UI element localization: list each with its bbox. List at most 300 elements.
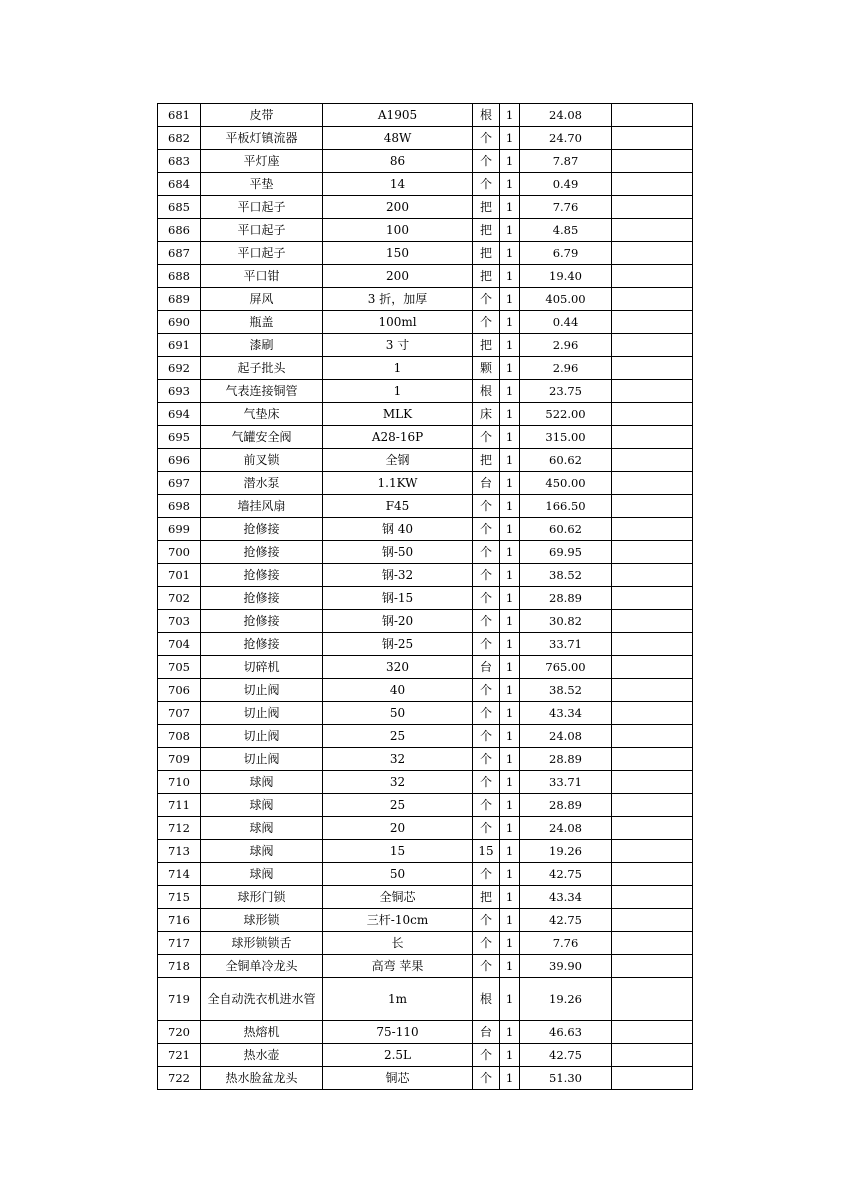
price-cell: 46.63 xyxy=(520,1021,612,1044)
row-number-cell: 699 xyxy=(158,518,201,541)
price-cell: 28.89 xyxy=(520,587,612,610)
price-cell: 765.00 xyxy=(520,656,612,679)
quantity-cell: 1 xyxy=(500,357,520,380)
table-row xyxy=(158,955,693,978)
note-cell xyxy=(612,794,693,817)
unit-cell: 把 xyxy=(473,334,500,357)
quantity-cell: 1 xyxy=(500,794,520,817)
quantity-cell: 1 xyxy=(500,403,520,426)
item-spec-cell: 48W xyxy=(323,127,473,150)
unit-cell: 个 xyxy=(473,518,500,541)
quantity-cell: 1 xyxy=(500,265,520,288)
row-number-cell: 685 xyxy=(158,196,201,219)
row-number-cell: 706 xyxy=(158,679,201,702)
item-spec-cell: 15 xyxy=(323,840,473,863)
item-name-cell: 平口钳 xyxy=(201,265,323,288)
table-row xyxy=(158,909,693,932)
item-name-cell: 球形门锁 xyxy=(201,886,323,909)
item-name-cell: 平口起子 xyxy=(201,196,323,219)
table-row xyxy=(158,587,693,610)
row-number-cell: 694 xyxy=(158,403,201,426)
item-spec-cell: MLK xyxy=(323,403,473,426)
row-number-cell: 701 xyxy=(158,564,201,587)
quantity-cell: 1 xyxy=(500,679,520,702)
unit-cell: 个 xyxy=(473,495,500,518)
unit-cell: 个 xyxy=(473,1044,500,1067)
row-number-cell: 689 xyxy=(158,288,201,311)
unit-cell: 个 xyxy=(473,541,500,564)
note-cell xyxy=(612,104,693,127)
item-name-cell: 平灯座 xyxy=(201,150,323,173)
table-row xyxy=(158,564,693,587)
unit-cell: 台 xyxy=(473,1021,500,1044)
unit-cell: 个 xyxy=(473,817,500,840)
note-cell xyxy=(612,564,693,587)
note-cell xyxy=(612,173,693,196)
table-row xyxy=(158,541,693,564)
item-name-cell: 气表连接铜管 xyxy=(201,380,323,403)
quantity-cell: 1 xyxy=(500,426,520,449)
quantity-cell: 1 xyxy=(500,886,520,909)
table-row xyxy=(158,357,693,380)
row-number-cell: 692 xyxy=(158,357,201,380)
unit-cell: 个 xyxy=(473,610,500,633)
unit-cell: 床 xyxy=(473,403,500,426)
item-name-cell: 抢修接 xyxy=(201,541,323,564)
item-name-cell: 抢修接 xyxy=(201,633,323,656)
item-spec-cell: 100 xyxy=(323,219,473,242)
note-cell xyxy=(612,426,693,449)
price-cell: 522.00 xyxy=(520,403,612,426)
item-name-cell: 球形锁锁舌 xyxy=(201,932,323,955)
unit-cell: 台 xyxy=(473,472,500,495)
note-cell xyxy=(612,840,693,863)
row-number-cell: 687 xyxy=(158,242,201,265)
note-cell xyxy=(612,748,693,771)
row-number-cell: 700 xyxy=(158,541,201,564)
table-row xyxy=(158,449,693,472)
price-cell: 28.89 xyxy=(520,748,612,771)
quantity-cell: 1 xyxy=(500,955,520,978)
quantity-cell: 1 xyxy=(500,495,520,518)
price-cell: 0.49 xyxy=(520,173,612,196)
row-number-cell: 702 xyxy=(158,587,201,610)
row-number-cell: 681 xyxy=(158,104,201,127)
quantity-cell: 1 xyxy=(500,564,520,587)
quantity-cell: 1 xyxy=(500,242,520,265)
price-cell: 19.26 xyxy=(520,840,612,863)
unit-cell: 个 xyxy=(473,771,500,794)
item-name-cell: 球形锁 xyxy=(201,909,323,932)
unit-cell: 把 xyxy=(473,265,500,288)
unit-cell: 个 xyxy=(473,725,500,748)
unit-cell: 个 xyxy=(473,633,500,656)
table-row xyxy=(158,725,693,748)
quantity-cell: 1 xyxy=(500,104,520,127)
price-cell: 39.90 xyxy=(520,955,612,978)
note-cell xyxy=(612,495,693,518)
quantity-cell: 1 xyxy=(500,380,520,403)
item-name-cell: 球阀 xyxy=(201,863,323,886)
item-spec-cell: 320 xyxy=(323,656,473,679)
quantity-cell: 1 xyxy=(500,518,520,541)
item-name-cell: 球阀 xyxy=(201,840,323,863)
row-number-cell: 690 xyxy=(158,311,201,334)
price-cell: 24.08 xyxy=(520,817,612,840)
item-spec-cell: 3 寸 xyxy=(323,334,473,357)
unit-cell: 个 xyxy=(473,955,500,978)
price-cell: 51.30 xyxy=(520,1067,612,1090)
item-spec-cell: 全铜芯 xyxy=(323,886,473,909)
row-number-cell: 709 xyxy=(158,748,201,771)
unit-cell: 个 xyxy=(473,932,500,955)
quantity-cell: 1 xyxy=(500,311,520,334)
note-cell xyxy=(612,771,693,794)
unit-cell: 15 xyxy=(473,840,500,863)
note-cell xyxy=(612,656,693,679)
unit-cell: 根 xyxy=(473,104,500,127)
price-cell: 23.75 xyxy=(520,380,612,403)
quantity-cell: 1 xyxy=(500,587,520,610)
note-cell xyxy=(612,449,693,472)
note-cell xyxy=(612,196,693,219)
item-name-cell: 抢修接 xyxy=(201,587,323,610)
table-row xyxy=(158,886,693,909)
price-cell: 0.44 xyxy=(520,311,612,334)
row-number-cell: 693 xyxy=(158,380,201,403)
unit-cell: 把 xyxy=(473,449,500,472)
unit-cell: 个 xyxy=(473,564,500,587)
item-spec-cell: 钢 40 xyxy=(323,518,473,541)
table-row xyxy=(158,817,693,840)
item-name-cell: 球阀 xyxy=(201,817,323,840)
price-cell: 60.62 xyxy=(520,518,612,541)
row-number-cell: 698 xyxy=(158,495,201,518)
table-row xyxy=(158,150,693,173)
price-cell: 315.00 xyxy=(520,426,612,449)
table-row xyxy=(158,656,693,679)
quantity-cell: 1 xyxy=(500,817,520,840)
quantity-cell: 1 xyxy=(500,656,520,679)
row-number-cell: 703 xyxy=(158,610,201,633)
unit-cell: 把 xyxy=(473,219,500,242)
note-cell xyxy=(612,403,693,426)
unit-cell: 个 xyxy=(473,311,500,334)
row-number-cell: 710 xyxy=(158,771,201,794)
unit-cell: 个 xyxy=(473,679,500,702)
item-spec-cell: 32 xyxy=(323,771,473,794)
item-spec-cell: 长 xyxy=(323,932,473,955)
unit-cell: 个 xyxy=(473,150,500,173)
item-name-cell: 热熔机 xyxy=(201,1021,323,1044)
item-spec-cell: 25 xyxy=(323,725,473,748)
item-name-cell: 漆刷 xyxy=(201,334,323,357)
note-cell xyxy=(612,518,693,541)
item-spec-cell: F45 xyxy=(323,495,473,518)
price-cell: 6.79 xyxy=(520,242,612,265)
item-name-cell: 切止阀 xyxy=(201,702,323,725)
quantity-cell: 1 xyxy=(500,288,520,311)
quantity-cell: 1 xyxy=(500,909,520,932)
row-number-cell: 721 xyxy=(158,1044,201,1067)
note-cell xyxy=(612,1044,693,1067)
quantity-cell: 1 xyxy=(500,978,520,1021)
row-number-cell: 716 xyxy=(158,909,201,932)
table-row xyxy=(158,265,693,288)
unit-cell: 颗 xyxy=(473,357,500,380)
quantity-cell: 1 xyxy=(500,196,520,219)
quantity-cell: 1 xyxy=(500,748,520,771)
price-cell: 405.00 xyxy=(520,288,612,311)
table-row xyxy=(158,173,693,196)
note-cell xyxy=(612,610,693,633)
price-cell: 30.82 xyxy=(520,610,612,633)
table-row xyxy=(158,978,693,1021)
item-name-cell: 平口起子 xyxy=(201,242,323,265)
unit-cell: 台 xyxy=(473,656,500,679)
item-name-cell: 热水壶 xyxy=(201,1044,323,1067)
table-row xyxy=(158,219,693,242)
price-cell: 166.50 xyxy=(520,495,612,518)
table-row xyxy=(158,104,693,127)
price-table xyxy=(157,103,693,1090)
table-row xyxy=(158,127,693,150)
price-cell: 2.96 xyxy=(520,357,612,380)
quantity-cell: 1 xyxy=(500,610,520,633)
price-cell: 42.75 xyxy=(520,1044,612,1067)
item-name-cell: 切止阀 xyxy=(201,748,323,771)
unit-cell: 根 xyxy=(473,978,500,1021)
quantity-cell: 1 xyxy=(500,219,520,242)
table-row xyxy=(158,610,693,633)
note-cell xyxy=(612,265,693,288)
item-spec-cell: 3 折，加厚 xyxy=(323,288,473,311)
row-number-cell: 684 xyxy=(158,173,201,196)
note-cell xyxy=(612,127,693,150)
item-spec-cell: 14 xyxy=(323,173,473,196)
table-row xyxy=(158,863,693,886)
table-row xyxy=(158,633,693,656)
item-spec-cell: 全钢 xyxy=(323,449,473,472)
price-cell: 43.34 xyxy=(520,702,612,725)
table-row xyxy=(158,403,693,426)
item-spec-cell: 100ml xyxy=(323,311,473,334)
row-number-cell: 713 xyxy=(158,840,201,863)
item-name-cell: 瓶盖 xyxy=(201,311,323,334)
item-name-cell: 抢修接 xyxy=(201,610,323,633)
unit-cell: 个 xyxy=(473,1067,500,1090)
price-cell: 7.76 xyxy=(520,932,612,955)
item-spec-cell: 1 xyxy=(323,357,473,380)
item-spec-cell: 150 xyxy=(323,242,473,265)
price-cell: 33.71 xyxy=(520,633,612,656)
item-name-cell: 球阀 xyxy=(201,794,323,817)
row-number-cell: 708 xyxy=(158,725,201,748)
item-name-cell: 热水脸盆龙头 xyxy=(201,1067,323,1090)
quantity-cell: 1 xyxy=(500,863,520,886)
row-number-cell: 712 xyxy=(158,817,201,840)
price-cell: 43.34 xyxy=(520,886,612,909)
item-spec-cell: 200 xyxy=(323,265,473,288)
table-row xyxy=(158,840,693,863)
note-cell xyxy=(612,633,693,656)
item-name-cell: 潜水泵 xyxy=(201,472,323,495)
item-name-cell: 切碎机 xyxy=(201,656,323,679)
item-name-cell: 皮带 xyxy=(201,104,323,127)
item-spec-cell: 50 xyxy=(323,863,473,886)
price-cell: 42.75 xyxy=(520,909,612,932)
table-row xyxy=(158,702,693,725)
table-row xyxy=(158,380,693,403)
item-name-cell: 抢修接 xyxy=(201,564,323,587)
quantity-cell: 1 xyxy=(500,541,520,564)
unit-cell: 个 xyxy=(473,794,500,817)
row-number-cell: 695 xyxy=(158,426,201,449)
row-number-cell: 688 xyxy=(158,265,201,288)
row-number-cell: 683 xyxy=(158,150,201,173)
unit-cell: 个 xyxy=(473,587,500,610)
quantity-cell: 1 xyxy=(500,702,520,725)
item-name-cell: 屏风 xyxy=(201,288,323,311)
note-cell xyxy=(612,541,693,564)
price-cell: 2.96 xyxy=(520,334,612,357)
note-cell xyxy=(612,932,693,955)
item-spec-cell: 钢-25 xyxy=(323,633,473,656)
item-name-cell: 起子批头 xyxy=(201,357,323,380)
quantity-cell: 1 xyxy=(500,1044,520,1067)
price-cell: 7.87 xyxy=(520,150,612,173)
item-spec-cell: 2.5L xyxy=(323,1044,473,1067)
row-number-cell: 691 xyxy=(158,334,201,357)
price-cell: 24.70 xyxy=(520,127,612,150)
table-row xyxy=(158,1021,693,1044)
unit-cell: 把 xyxy=(473,196,500,219)
price-cell: 7.76 xyxy=(520,196,612,219)
unit-cell: 个 xyxy=(473,702,500,725)
quantity-cell: 1 xyxy=(500,932,520,955)
item-spec-cell: 高弯 苹果 xyxy=(323,955,473,978)
table-row xyxy=(158,748,693,771)
item-name-cell: 墙挂风扇 xyxy=(201,495,323,518)
item-spec-cell: 20 xyxy=(323,817,473,840)
item-name-cell: 球阀 xyxy=(201,771,323,794)
table-row xyxy=(158,426,693,449)
quantity-cell: 1 xyxy=(500,173,520,196)
note-cell xyxy=(612,817,693,840)
unit-cell: 个 xyxy=(473,127,500,150)
row-number-cell: 714 xyxy=(158,863,201,886)
quantity-cell: 1 xyxy=(500,150,520,173)
item-spec-cell: 32 xyxy=(323,748,473,771)
note-cell xyxy=(612,334,693,357)
note-cell xyxy=(612,702,693,725)
note-cell xyxy=(612,978,693,1021)
unit-cell: 个 xyxy=(473,288,500,311)
quantity-cell: 1 xyxy=(500,633,520,656)
row-number-cell: 711 xyxy=(158,794,201,817)
item-spec-cell: A28-16P xyxy=(323,426,473,449)
unit-cell: 个 xyxy=(473,426,500,449)
row-number-cell: 707 xyxy=(158,702,201,725)
row-number-cell: 696 xyxy=(158,449,201,472)
item-spec-cell: 200 xyxy=(323,196,473,219)
item-spec-cell: 1.1KW xyxy=(323,472,473,495)
item-spec-cell: 40 xyxy=(323,679,473,702)
unit-cell: 个 xyxy=(473,173,500,196)
quantity-cell: 1 xyxy=(500,840,520,863)
item-spec-cell: 75-110 xyxy=(323,1021,473,1044)
note-cell xyxy=(612,955,693,978)
note-cell xyxy=(612,357,693,380)
table-row xyxy=(158,196,693,219)
table-row xyxy=(158,679,693,702)
item-spec-cell: A1905 xyxy=(323,104,473,127)
quantity-cell: 1 xyxy=(500,472,520,495)
unit-cell: 个 xyxy=(473,748,500,771)
row-number-cell: 686 xyxy=(158,219,201,242)
item-name-cell: 前叉锁 xyxy=(201,449,323,472)
note-cell xyxy=(612,380,693,403)
quantity-cell: 1 xyxy=(500,1067,520,1090)
price-cell: 450.00 xyxy=(520,472,612,495)
table-row xyxy=(158,771,693,794)
item-name-cell: 切止阀 xyxy=(201,725,323,748)
price-cell: 28.89 xyxy=(520,794,612,817)
note-cell xyxy=(612,886,693,909)
table-row xyxy=(158,242,693,265)
unit-cell: 把 xyxy=(473,242,500,265)
row-number-cell: 720 xyxy=(158,1021,201,1044)
note-cell xyxy=(612,863,693,886)
price-cell: 42.75 xyxy=(520,863,612,886)
note-cell xyxy=(612,725,693,748)
note-cell xyxy=(612,909,693,932)
note-cell xyxy=(612,587,693,610)
price-cell: 38.52 xyxy=(520,564,612,587)
item-name-cell: 平垫 xyxy=(201,173,323,196)
item-name-cell: 切止阀 xyxy=(201,679,323,702)
row-number-cell: 718 xyxy=(158,955,201,978)
item-spec-cell: 25 xyxy=(323,794,473,817)
table-row xyxy=(158,518,693,541)
unit-cell: 把 xyxy=(473,886,500,909)
item-name-cell: 平口起子 xyxy=(201,219,323,242)
unit-cell: 根 xyxy=(473,380,500,403)
price-cell: 4.85 xyxy=(520,219,612,242)
table-row xyxy=(158,1044,693,1067)
item-spec-cell: 86 xyxy=(323,150,473,173)
note-cell xyxy=(612,219,693,242)
row-number-cell: 705 xyxy=(158,656,201,679)
row-number-cell: 704 xyxy=(158,633,201,656)
item-spec-cell: 铜芯 xyxy=(323,1067,473,1090)
item-name-cell: 气垫床 xyxy=(201,403,323,426)
note-cell xyxy=(612,472,693,495)
item-spec-cell: 钢-32 xyxy=(323,564,473,587)
note-cell xyxy=(612,679,693,702)
quantity-cell: 1 xyxy=(500,1021,520,1044)
row-number-cell: 715 xyxy=(158,886,201,909)
item-name-cell: 气罐安全阀 xyxy=(201,426,323,449)
price-cell: 38.52 xyxy=(520,679,612,702)
price-cell: 19.26 xyxy=(520,978,612,1021)
item-spec-cell: 50 xyxy=(323,702,473,725)
table-body xyxy=(158,104,693,1090)
item-name-cell: 平板灯镇流器 xyxy=(201,127,323,150)
price-cell: 33.71 xyxy=(520,771,612,794)
item-spec-cell: 1 xyxy=(323,380,473,403)
note-cell xyxy=(612,288,693,311)
